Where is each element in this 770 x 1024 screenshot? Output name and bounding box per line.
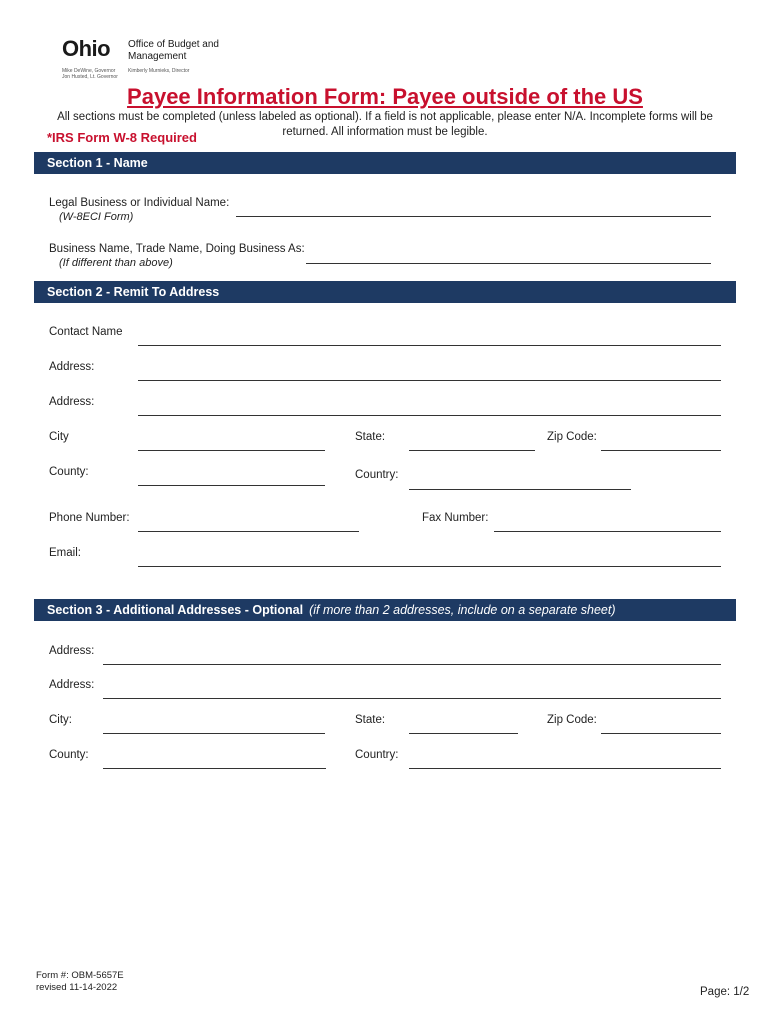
contact-name-label: Contact Name — [49, 326, 123, 338]
section-2-header — [34, 281, 736, 303]
additional-country-label: Country: — [355, 749, 399, 761]
additional-country-field[interactable] — [409, 768, 721, 769]
additional-city-field[interactable] — [103, 733, 325, 734]
address2-label: Address: — [49, 396, 95, 408]
legal-name-sublabel: (W-8ECI Form) — [59, 211, 134, 223]
dba-sublabel: (If different than above) — [59, 257, 173, 269]
city-label: City — [49, 431, 69, 443]
additional-state-field[interactable] — [409, 733, 518, 734]
form-instructions: All sections must be completed (unless labeled as optional). If a field is not applicable, please enter N/A. Incomplete forms will be returned. All information must be legible. — [57, 111, 713, 138]
logo-tagline-left: Mike DeWine, Governor Jon Husted, Lt. Governor — [62, 68, 118, 80]
dba-field[interactable] — [306, 263, 711, 264]
state-label: State: — [355, 431, 386, 443]
form-number: Form #: OBM-5657E — [36, 970, 124, 981]
state-field[interactable] — [409, 450, 535, 451]
legal-name-field[interactable] — [236, 216, 711, 217]
county-field[interactable] — [138, 485, 325, 486]
country-label: Country: — [355, 469, 399, 481]
additional-county-label: County: — [49, 749, 89, 761]
phone-field[interactable] — [138, 531, 359, 532]
address1-field[interactable] — [138, 380, 721, 381]
revision-date: revised 11-14-2022 — [36, 982, 118, 993]
form-title: Payee Information Form: Payee outside of the US — [127, 84, 643, 109]
irs-requirement-note: *IRS Form W-8 Required — [47, 130, 203, 145]
additional-address2-field[interactable] — [103, 698, 721, 699]
email-label: Email: — [49, 547, 81, 559]
address1-label: Address: — [49, 361, 95, 373]
additional-address2-label: Address: — [49, 679, 95, 691]
additional-state-label: State: — [355, 714, 386, 726]
section-1-header — [34, 152, 736, 174]
city-field[interactable] — [138, 450, 325, 451]
additional-city-label: City: — [49, 714, 72, 726]
additional-zip-label: Zip Code: — [547, 714, 597, 726]
email-field[interactable] — [138, 566, 721, 567]
dba-label: Business Name, Trade Name, Doing Business As: (If different than above) — [49, 243, 305, 269]
section-2-title: Section 2 - Remit To Address — [47, 285, 220, 299]
ohio-obm-logo — [60, 36, 220, 84]
county-label: County: — [49, 466, 89, 478]
fax-label: Fax Number: — [422, 512, 489, 524]
form-footer — [36, 970, 124, 994]
logo-office-name: Office of Budget and Management — [128, 39, 219, 62]
additional-address1-field[interactable] — [103, 664, 721, 665]
address2-field[interactable] — [138, 415, 721, 416]
additional-zip-field[interactable] — [601, 733, 721, 734]
legal-name-label: Legal Business or Individual Name: (W-8ECI Form) — [49, 197, 230, 223]
additional-county-field[interactable] — [103, 768, 326, 769]
page-number: Page: 1/2 — [700, 986, 750, 998]
section-1-title: Section 1 - Name — [47, 156, 148, 170]
section-3-header — [34, 599, 736, 621]
phone-label: Phone Number: — [49, 512, 130, 524]
section-3-title: Section 3 - Additional Addresses - Optional — [47, 603, 304, 617]
country-field[interactable] — [409, 489, 631, 490]
zip-label: Zip Code: — [547, 431, 597, 443]
logo-tagline-right: Kimberly Murnieks, Director — [128, 68, 190, 74]
section-3-note: (if more than 2 addresses, include on a separate sheet) — [309, 603, 616, 617]
logo-wordmark: Ohio — [62, 36, 111, 61]
zip-field[interactable] — [601, 450, 721, 451]
contact-name-field[interactable] — [138, 345, 721, 346]
additional-address1-label: Address: — [49, 645, 95, 657]
fax-field[interactable] — [494, 531, 721, 532]
